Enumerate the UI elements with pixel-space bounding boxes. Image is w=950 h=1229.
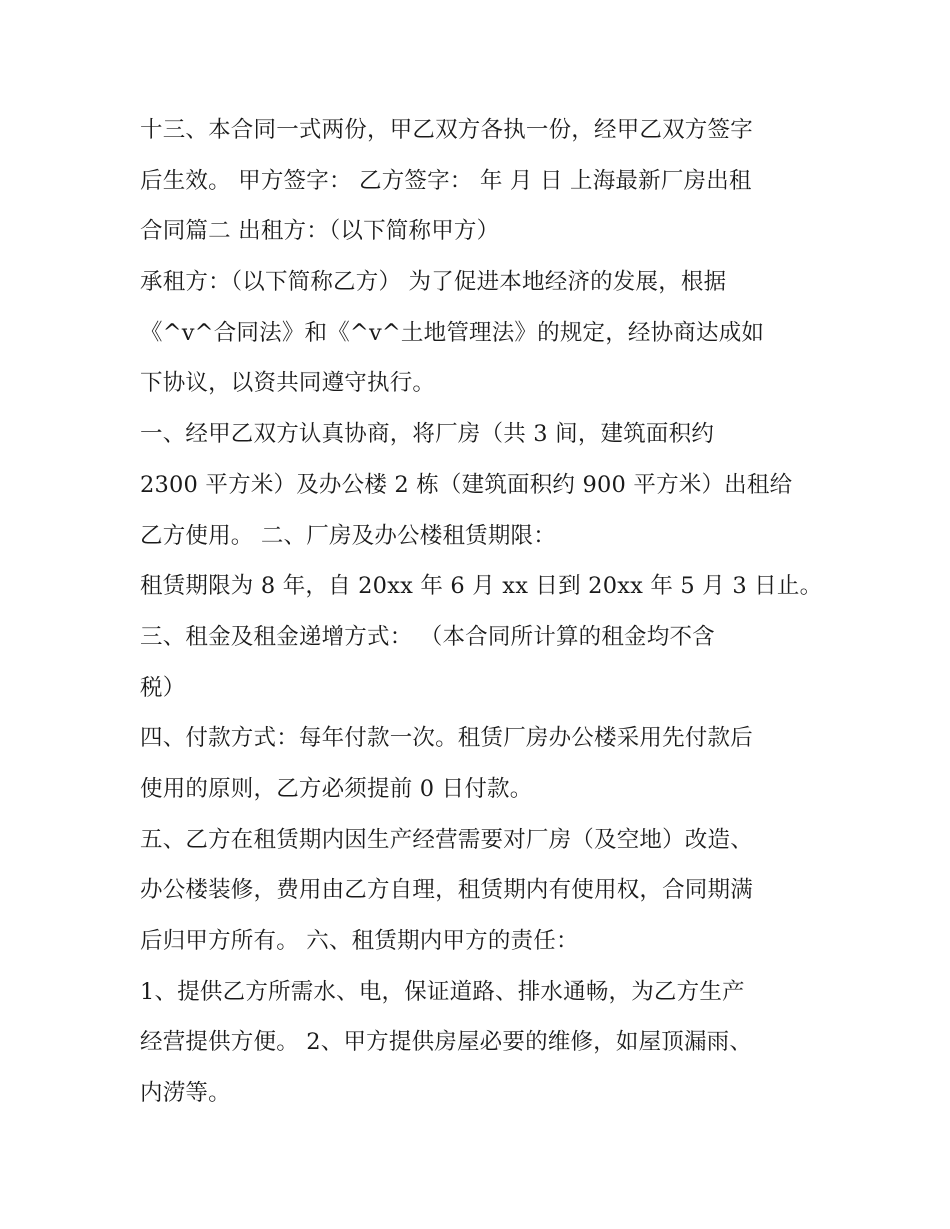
text-line: 经营提供方便。 2、甲方提供房屋必要的维修，如屋顶漏雨、 [140, 1029, 753, 1056]
text-line: 《^v^合同法》和《^v^土地管理法》的规定，经协商达成如 [140, 319, 765, 346]
text-line: 下协议，以资共同遵守执行。 [140, 370, 436, 397]
text-line: 后归甲方所有。 六、租赁期内甲方的责任： [140, 928, 579, 954]
text-line: 后生效。 甲方签字： 乙方签字： 年 月 日 上海最新厂房出租 [140, 167, 752, 194]
text-line: 承租方：（以下简称乙方） 为了促进本地经济的发展，根据 [140, 269, 727, 296]
text-line: 办公楼装修，费用由乙方自理，租赁期内有使用权，合同期满 [140, 877, 753, 904]
text-line: 一、经甲乙双方认真协商，将厂房（共 3 间，建筑面积约 [140, 421, 715, 448]
text-line: 乙方使用。 二、厂房及办公楼租赁期限： [140, 522, 556, 549]
text-line: 内涝等。 [140, 1080, 231, 1107]
text-line: 五、乙方在租赁期内因生产经营需要对厂房（及空地）改造、 [140, 826, 753, 853]
text-line: 1、提供乙方所需水、电，保证道路、排水通畅，为乙方生产 [140, 978, 745, 1005]
text-line: 使用的原则，乙方必须提前 0 日付款。 [140, 775, 533, 802]
text-line: 十三、本合同一式两份，甲乙双方各执一份，经甲乙双方签字 [140, 117, 753, 143]
text-line: 四、付款方式：每年付款一次。租赁厂房办公楼采用先付款后 [140, 725, 753, 752]
document-body [140, 105, 823, 1119]
text-line: 税） [140, 674, 186, 701]
text-line: 三、租金及租金递增方式： （本合同所计算的租金均不含 [140, 623, 715, 650]
text-line: 2300 平方米）及办公楼 2 栋（建筑面积约 900 平方米）出租给 [140, 471, 793, 498]
text-line: 合同篇二 出租方：（以下简称甲方） [140, 218, 500, 245]
text-line: 租赁期限为 8 年，自 20xx 年 6 月 xx 日到 20xx 年 5 月 3 日止。 [140, 573, 823, 600]
